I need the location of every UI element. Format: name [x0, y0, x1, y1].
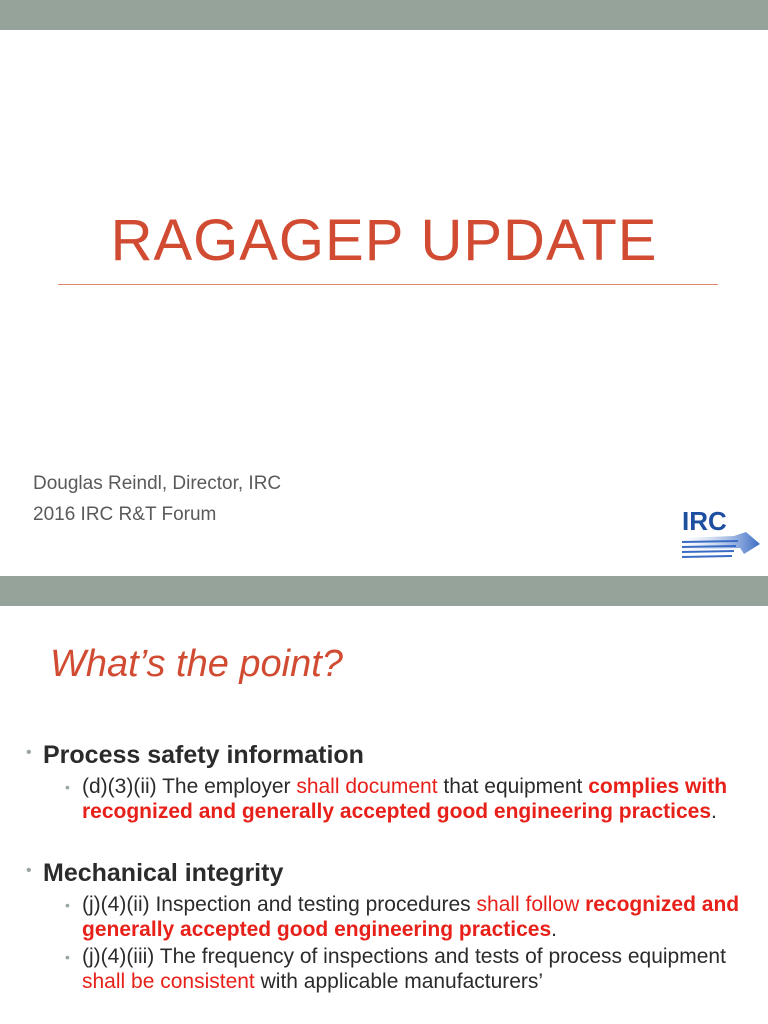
- bullet-list: [26, 738, 754, 1008]
- slide1-top-band: [0, 0, 768, 30]
- body-text: with applicable manufacturers’: [254, 970, 544, 993]
- emphasis-text: shall be consistent: [82, 970, 255, 993]
- emphasis-text: shall follow: [476, 893, 580, 916]
- logo-wordmark: IRC: [682, 506, 727, 536]
- emphasis-text: shall document: [296, 775, 438, 798]
- bullet-dot-icon: •: [65, 897, 70, 913]
- bullet-section: [26, 856, 754, 994]
- bullet-dot-icon: •: [26, 862, 32, 879]
- body-text: (d)(3)(ii) The employer: [82, 775, 297, 798]
- body-text: .: [551, 918, 557, 941]
- sub-bullet-item: [65, 944, 754, 994]
- section-heading: Mechanical integrity: [43, 859, 284, 887]
- section-spacer: [26, 838, 754, 856]
- bullet-dot-icon: •: [65, 779, 70, 795]
- event-line: 2016 IRC R&T Forum: [33, 504, 217, 525]
- sub-bullet-item: [65, 774, 754, 824]
- body-text: (j)(4)(iii) The frequency of inspections and tests of process equipment: [82, 945, 726, 968]
- slide-divider-band: [0, 576, 768, 606]
- title-underline: [58, 284, 718, 285]
- emphasis-text: recognized and generally accepted good engineering practices: [82, 893, 740, 941]
- slide1-title: RAGAGEP UPDATE: [110, 208, 658, 273]
- body-text: (j)(4)(ii) Inspection and testing procedures: [82, 893, 477, 916]
- bullet-dot-icon: •: [26, 744, 32, 761]
- irc-logo-graphic: [674, 498, 762, 568]
- bullet-dot-icon: •: [65, 949, 70, 965]
- slide2-title: What’s the point?: [50, 643, 343, 685]
- irc-logo: [674, 498, 762, 568]
- sub-bullet-list: [43, 892, 754, 994]
- section-heading: Process safety information: [43, 741, 364, 769]
- sub-bullet-list: [43, 774, 754, 824]
- author-line: Douglas Reindl, Director, IRC: [33, 473, 282, 494]
- sub-bullet-item: [65, 892, 754, 942]
- body-text: that equipment: [437, 775, 589, 798]
- bullet-section: [26, 738, 754, 824]
- emphasis-text: complies with recognized and generally accepted good engineering practices: [82, 775, 728, 823]
- body-text: .: [711, 800, 717, 823]
